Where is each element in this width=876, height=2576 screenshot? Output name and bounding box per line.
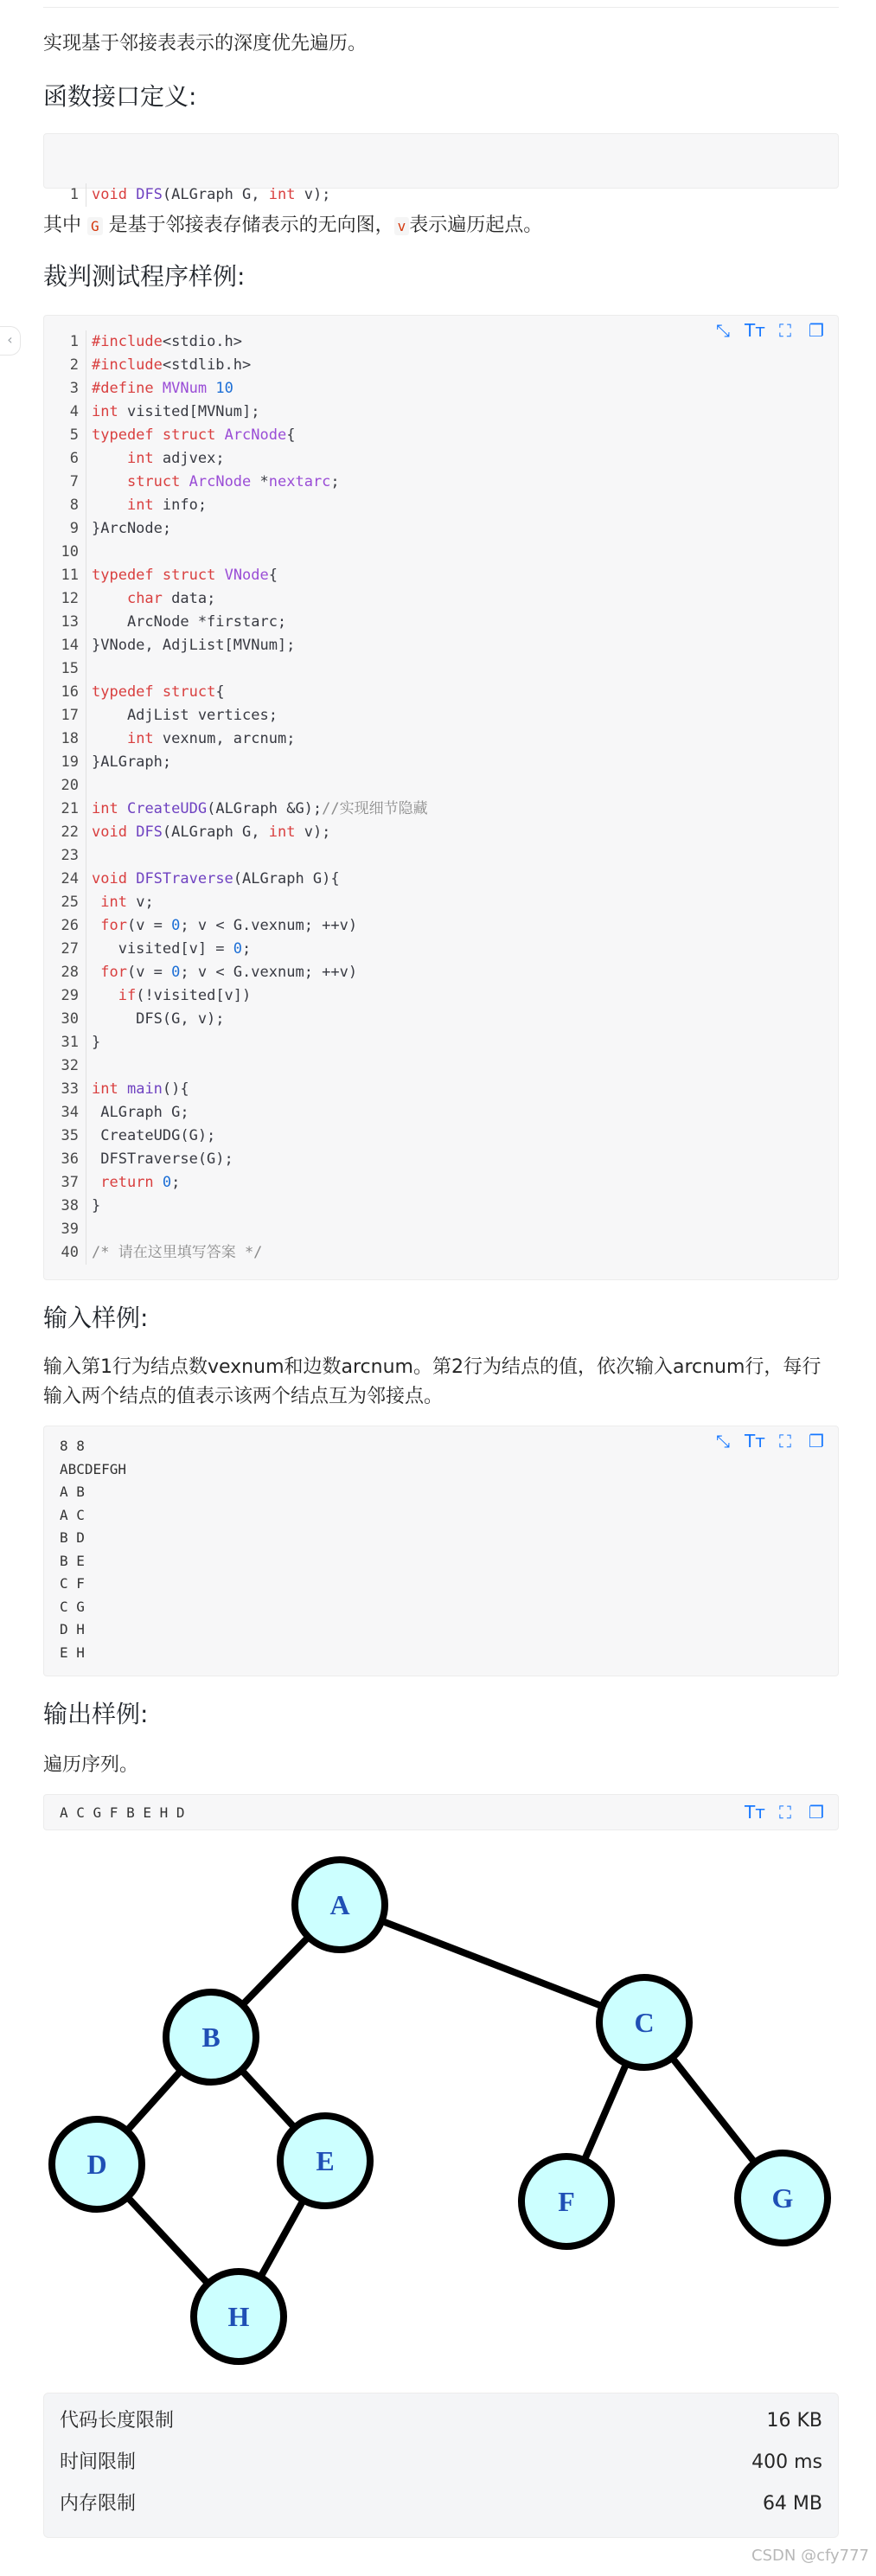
shrink-icon[interactable]: ⤡ bbox=[716, 1431, 730, 1451]
graph-edge-AC bbox=[340, 1905, 644, 2022]
code-line: 19 }ALGraph; bbox=[44, 751, 428, 774]
code-line: 22 void DFS(ALGraph G, int v); bbox=[44, 821, 428, 844]
code-line: 2 #include<stdlib.h> bbox=[44, 354, 428, 377]
code-line: 8 int info; bbox=[44, 494, 428, 517]
input-sample-block bbox=[43, 1426, 839, 1676]
input-line: B D bbox=[60, 1529, 85, 1546]
input-line: E H bbox=[60, 1644, 85, 1661]
func-signature-block: 1 void DFS(ALGraph G, int v); bbox=[43, 133, 839, 189]
code-line: 16 typedef struct{ bbox=[44, 681, 428, 704]
code-listing bbox=[44, 330, 428, 1265]
code-line: 35 CreateUDG(G); bbox=[44, 1125, 428, 1148]
code-line: 29 if(!visited[v]) bbox=[44, 984, 428, 1008]
limits-panel bbox=[43, 2393, 839, 2538]
code-line: 6 int adjvex; bbox=[44, 447, 428, 471]
code-line: 20 bbox=[44, 774, 428, 798]
code-line: 4 int visited[MVNum]; bbox=[44, 400, 428, 424]
input-line: D H bbox=[60, 1621, 85, 1637]
shrink-icon[interactable]: ⤡ bbox=[716, 320, 730, 341]
input-line: C G bbox=[60, 1598, 85, 1615]
code-line: 30 DFS(G, v); bbox=[44, 1008, 428, 1031]
input-line: C F bbox=[60, 1575, 85, 1592]
code-line: 3 #define MVNum 10 bbox=[44, 377, 428, 400]
output-sample-block bbox=[43, 1794, 839, 1830]
section-func-def: 函数接口定义: bbox=[43, 82, 197, 111]
code-toolbar bbox=[713, 321, 826, 340]
graph-node-label-G: G bbox=[771, 2182, 794, 2214]
section-test-program: 裁判测试程序样例: bbox=[43, 262, 246, 291]
code-line: 18 int vexnum, arcnum; bbox=[44, 727, 428, 751]
code-line: 15 bbox=[44, 657, 428, 681]
code-line: 40 /* 请在这里填写答案 */ bbox=[44, 1241, 428, 1265]
output-description: 遍历序列。 bbox=[43, 1754, 139, 1776]
graph-figure bbox=[0, 1842, 876, 2379]
code-line: 37 return 0; bbox=[44, 1171, 428, 1195]
graph-node-label-E: E bbox=[316, 2145, 335, 2176]
code-line: 14 }VNode, AdjList[MVNum]; bbox=[44, 634, 428, 657]
output-toolbar bbox=[745, 1803, 826, 1822]
fullscreen-icon[interactable]: ⛶ bbox=[779, 1431, 791, 1451]
code-line: 31 } bbox=[44, 1031, 428, 1054]
input-description: 输入第1行为结点数vexnum和边数arcnum。第2行为结点的值，依次输入arcnum行，每行输入两个结点的值表示该两个结点互为邻接点。 bbox=[43, 1356, 822, 1407]
section-input-sample: 输入样例: bbox=[43, 1304, 149, 1332]
code-line: 24 void DFSTraverse(ALGraph G){ bbox=[44, 868, 428, 891]
input-toolbar bbox=[713, 1432, 826, 1451]
copy-icon[interactable]: ❐ bbox=[809, 1802, 824, 1823]
code-line: 10 bbox=[44, 541, 428, 564]
output-sample-text: A C G F B E H D bbox=[60, 1804, 185, 1821]
graph-node-label-H: H bbox=[227, 2301, 250, 2332]
graph-node-label-C: C bbox=[634, 2007, 655, 2038]
intro-text: 实现基于邻接表表示的深度优先遍历。 bbox=[43, 33, 368, 54]
section-output-sample: 输出样例: bbox=[43, 1700, 149, 1728]
input-line: B E bbox=[60, 1552, 85, 1569]
code-line: 26 for(v = 0; v < G.vexnum; ++v) bbox=[44, 914, 428, 938]
code-line: 25 int v; bbox=[44, 891, 428, 914]
input-line: A C bbox=[60, 1506, 85, 1523]
divider bbox=[43, 7, 839, 8]
font-size-icon[interactable]: Tт bbox=[745, 1802, 765, 1823]
input-line: A B bbox=[60, 1483, 85, 1500]
font-size-icon[interactable]: Tт bbox=[745, 320, 765, 341]
graph-node-label-A: A bbox=[329, 1889, 350, 1920]
code-line: 7 struct ArcNode *nextarc; bbox=[44, 471, 428, 494]
code-line: 27 visited[v] = 0; bbox=[44, 938, 428, 961]
graph-node-label-F: F bbox=[558, 2186, 575, 2217]
input-sample-text bbox=[60, 1435, 126, 1664]
code-line: 21 int CreateUDG(ALGraph &G);//实现细节隐藏 bbox=[44, 798, 428, 821]
graph-node-label-D: D bbox=[86, 2149, 107, 2180]
code-line: 5 typedef struct ArcNode{ bbox=[44, 424, 428, 447]
input-line: ABCDEFGH bbox=[60, 1460, 127, 1477]
fullscreen-icon[interactable]: ⛶ bbox=[779, 320, 791, 341]
code-line: 34 ALGraph G; bbox=[44, 1101, 428, 1125]
code-line: 17 AdjList vertices; bbox=[44, 704, 428, 727]
code-line: 38 } bbox=[44, 1195, 428, 1218]
fullscreen-icon[interactable]: ⛶ bbox=[779, 1802, 791, 1823]
limit-row-code-length: 代码长度限制 16 KB bbox=[60, 2410, 822, 2432]
copy-icon[interactable]: ❐ bbox=[809, 1431, 824, 1451]
input-line: 8 8 bbox=[60, 1438, 85, 1454]
code-line: 36 DFSTraverse(G); bbox=[44, 1148, 428, 1171]
limit-row-memory: 内存限制 64 MB bbox=[60, 2493, 822, 2515]
limit-row-time: 时间限制 400 ms bbox=[60, 2451, 822, 2473]
code-line: 11 typedef struct VNode{ bbox=[44, 564, 428, 587]
test-program-code-block bbox=[43, 315, 839, 1280]
signature-description: 其中 G 是基于邻接表存储表示的无向图， v 表示遍历起点。 bbox=[43, 215, 543, 236]
chevron-left-icon[interactable]: ‹ bbox=[0, 326, 21, 356]
code-line: 39 bbox=[44, 1218, 428, 1241]
code-line: 32 bbox=[44, 1054, 428, 1078]
code-line: 12 char data; bbox=[44, 587, 428, 611]
code-line: 13 ArcNode *firstarc; bbox=[44, 611, 428, 634]
code-line: 28 for(v = 0; v < G.vexnum; ++v) bbox=[44, 961, 428, 984]
code-line: 1 #include<stdio.h> bbox=[44, 330, 428, 354]
copy-icon[interactable]: ❐ bbox=[809, 320, 824, 341]
code-line: 23 bbox=[44, 844, 428, 868]
watermark: CSDN @cfy777 bbox=[751, 2547, 869, 2565]
code-line: 9 }ArcNode; bbox=[44, 517, 428, 541]
graph-node-label-B: B bbox=[201, 2022, 221, 2053]
code-line: 33 int main(){ bbox=[44, 1078, 428, 1101]
font-size-icon[interactable]: Tт bbox=[745, 1431, 765, 1451]
